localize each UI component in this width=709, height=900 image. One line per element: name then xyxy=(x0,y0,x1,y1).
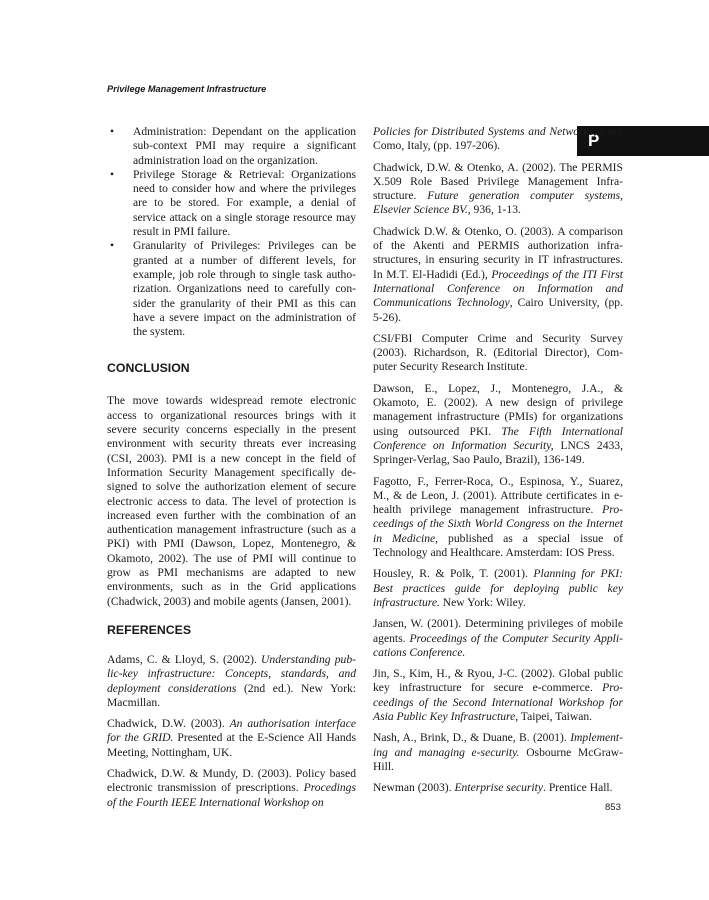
reference-title: Proceedings of the Second International Workshop for Asia Public Key Infrastructure xyxy=(373,681,623,723)
reference-item xyxy=(373,731,623,774)
reference-title: Proceedings of the Computer Security Applications Conference. xyxy=(373,631,624,659)
reference-text: Osbourne McGraw-Hill. xyxy=(373,745,623,773)
reference-title: An authorisation interface for the GRID. xyxy=(107,717,356,745)
right-column xyxy=(373,125,623,802)
reference-text: , Cairo University, (pp. 5-26). xyxy=(373,296,623,324)
left-column xyxy=(107,125,356,817)
bullet-text: Granularity of Privileges: Privileges can be granted at a number of different levels, for example, job role through to single task authorization. Organizations need to carefully consider the granularity of their PMI as this can have a severe impact on the administration of the system. xyxy=(133,239,356,339)
bullet-item xyxy=(107,239,356,339)
bullet-item xyxy=(107,168,356,239)
conclusion-paragraph: The move towards widespread remote electronic access to organizational resources brings with it severe security concerns especially in the present environment with security threats ever increasing (CSI, 2003). PMI is a new concept in the field of Information Security Management specifically designed to solve the authorization element of secure electronic access to data. The level of protection is increased even further with the combination of an authentication management infrastructure (such as a PKI) with PMI (Dawson, Lopez, Montenegro, & Okamoto, 2002). The use of PMI will continue to grow as PMI mechanisms are adapted to new environments, such as in the Grid applications (Chadwick, 2003) and mobile agents (Jansen, 2001). xyxy=(107,394,356,608)
reference-text: New York: Wiley. xyxy=(439,595,526,609)
reference-item xyxy=(107,717,356,760)
bullet-icon: • xyxy=(110,125,115,138)
reference-text: Housley, R. & Polk, T. (2001). xyxy=(373,567,534,581)
bullet-text: Privilege Storage & Retrieval: Organizations need to consider how and where the privileges are to be stored. For example, a denial of service attack on a single storage resource may result in PMI failure. xyxy=(133,167,356,239)
reference-title: Proceedings of the Sixth World Congress on the Internet in Medicine xyxy=(373,503,623,545)
reference-item xyxy=(373,475,623,561)
reference-item xyxy=(373,567,623,610)
running-head: Privilege Management Infrastructure xyxy=(107,84,267,94)
reference-text: Lake Como, Italy, (pp. 197-206). xyxy=(373,125,623,153)
reference-text: , 936, 1-13. xyxy=(467,203,521,217)
reference-item xyxy=(373,332,623,375)
reference-title: Implementing and managing e-security. xyxy=(373,731,623,759)
reference-title: Procedings of the Fourth IEEE International Workshop on xyxy=(107,781,356,809)
reference-text: Jin, S., Kim, H., & Ryou, J-C. (2002). Global public key infrastructure for secure e-commerce. xyxy=(373,667,623,695)
reference-title: Proceedings of the ITI First International Conference on Information and Communications Technology xyxy=(373,267,623,310)
reference-text: , published as a special issue of Technology and Healthcare. Amsterdam: IOS Press. xyxy=(373,531,623,560)
reference-item xyxy=(373,617,623,660)
reference-text: Chadwick, D.W. (2003). xyxy=(107,717,230,731)
bullet-icon: • xyxy=(110,239,115,253)
reference-text: . Prentice Hall. xyxy=(543,781,613,795)
reference-title: Policies for Distributed Systems and Networks, xyxy=(373,125,597,138)
page-number: 853 xyxy=(605,802,621,813)
reference-text: , Taipei, Taiwan. xyxy=(515,709,593,723)
reference-text: Nash, A., Brink, D., & Duane, B. (2001). xyxy=(373,731,571,745)
reference-title: Enterprise security xyxy=(454,781,544,795)
reference-text: CSI/FBI Computer Crime and Security Survey (2003). Richardson, R. (Editorial Director), Computer Security Research Institute. xyxy=(373,331,623,374)
reference-text: Chadwick, D.W. & Mundy, D. (2003). Policy based electronic transmission of prescriptions. xyxy=(107,766,356,795)
reference-text: Fagotto, F., Ferrer-Roca, O., Espinosa, Y., Suarez, M., & de Leon, J. (2001). Attribute certificates in e-health privilege management infrastructure. xyxy=(373,474,623,517)
reference-item xyxy=(107,653,356,710)
section-letter: P xyxy=(588,131,600,150)
reference-item xyxy=(107,767,356,810)
reference-item xyxy=(373,667,623,724)
reference-text: Chadwick, D.W. & Otenko, A. (2002). The PERMIS X.509 Role Based Privilege Management Infrastructure. xyxy=(373,160,623,203)
bullet-item xyxy=(107,125,356,168)
references-heading: REFERENCES xyxy=(107,622,192,637)
reference-text: Dawson, E., Lopez, J., Montenegro, J.A., & Okamoto, E. (2002). A new design of privilege management infrastructure (PMIs) for organizations using outsourced PKI. xyxy=(373,381,623,438)
reference-text: Newman (2003). xyxy=(373,781,455,795)
reference-item xyxy=(373,225,623,325)
reference-title: Understanding public-key infrastructure: Concepts, standards, and deployment considerations xyxy=(107,652,357,695)
reference-text: Jansen, W. (2001). Determining privileges of mobile agents. xyxy=(373,617,623,645)
reference-text: LNCS 2433, Springer-Verlag, Sao Paulo, Brazil), 136-149. xyxy=(373,438,623,467)
reference-item xyxy=(373,161,623,218)
reference-text: Chadwick D.W. & Otenko, O. (2003). A comparison of the Akenti and PERMIS authorization infrastructures, in ensuring security in IT infrastructures. In M.T. El-Hadidi (Ed.), xyxy=(373,224,623,281)
bullet-text: Administration: Dependant on the application sub-context PMI may require a significant administration load on the organization. xyxy=(133,125,356,167)
reference-text: Adams, C. & Lloyd, S. (2002). xyxy=(107,652,262,666)
reference-title: The Fifth International Conference on Information Security, xyxy=(373,424,623,452)
bullet-icon: • xyxy=(110,167,115,181)
reference-item xyxy=(373,382,623,468)
reference-title: Future generation computer systems, Elsevier Science BV. xyxy=(373,189,623,217)
reference-item xyxy=(373,781,623,795)
reference-text: Presented at the E-Science All Hands Meeting, Nottingham, UK. xyxy=(107,731,356,759)
reference-text: (2nd ed.). New York: Macmillan. xyxy=(107,681,356,709)
conclusion-heading: CONCLUSION xyxy=(107,361,190,376)
reference-item xyxy=(373,125,623,154)
reference-title: Planning for PKI: Best practices guide for deploying public key infrastructure. xyxy=(373,567,623,609)
